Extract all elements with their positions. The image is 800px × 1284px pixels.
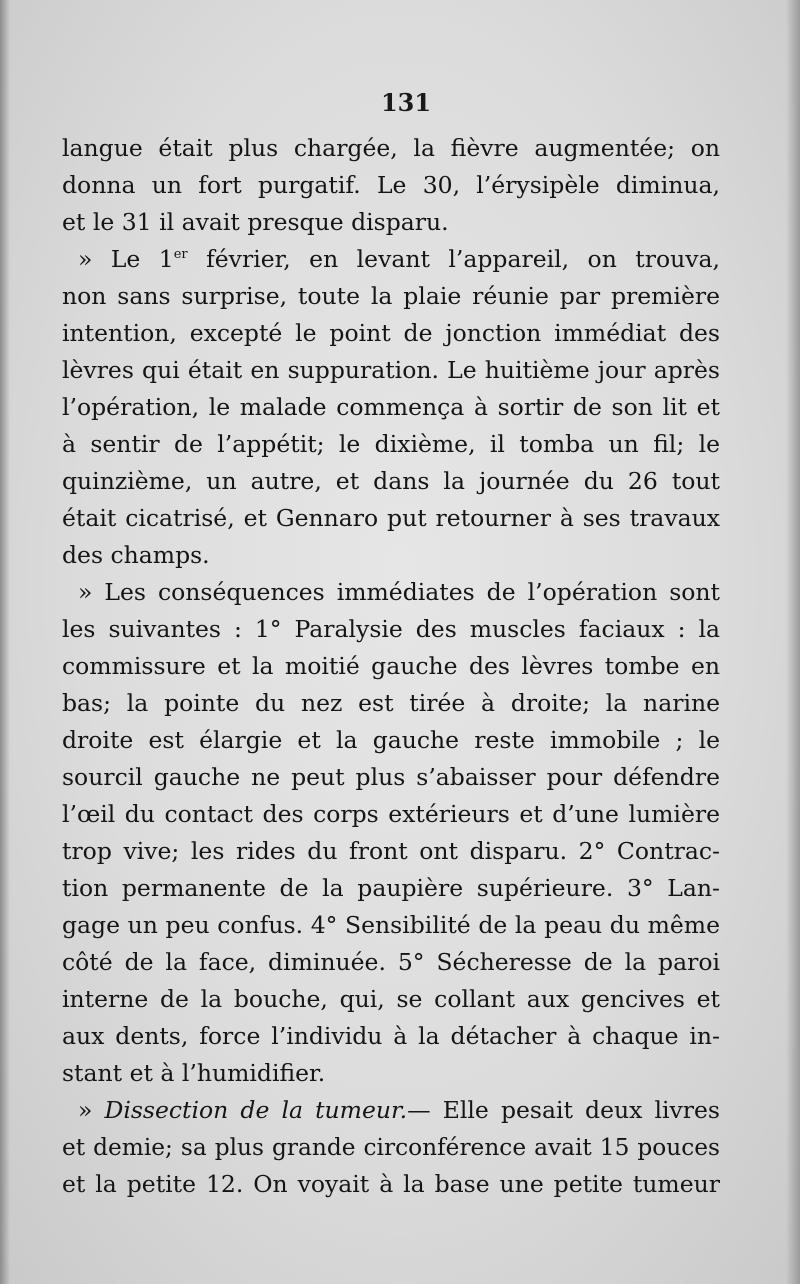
text-line: donna un fort purgatif. Le 30, l’érysipèle diminua, [62,171,720,199]
text-line: était cicatrisé, et Gennaro put retourner à ses travaux [62,504,720,532]
text-line: quinzième, un autre, et dans la journée du 26 tout [62,467,720,495]
text-fragment: » [78,1096,105,1124]
text-line: gage un peu confus. 4° Sensibilité de la peau du même [62,911,720,939]
page-right-shadow [786,0,800,1284]
text-line: intention, excepté le point de jonction immédiat des [62,319,720,347]
text-line: des champs. [62,541,210,569]
section-heading-italic: Dissection de la tumeur. [104,1096,408,1124]
text-fragment: — Elle pesait deux livres [407,1096,720,1124]
text-fragment: février, en levant l’appareil, on trouva, [187,245,720,273]
text-line: côté de la face, diminuée. 5° Sécheresse de la paroi [62,948,720,976]
page-left-shadow [0,0,10,1284]
text-line: lèvres qui était en suppuration. Le huitième jour après [62,356,720,384]
text-line: stant et à l’humidifier. [62,1059,326,1087]
text-line: et la petite 12. On voyait à la base une petite tumeur [62,1170,720,1198]
text-line: sourcil gauche ne peut plus s’abaisser pour défendre [62,763,720,791]
text-line: non sans surprise, toute la plaie réunie par première [62,282,720,310]
body-text [62,130,720,1203]
text-line: l’œil du contact des corps extérieurs et d’une lumière [62,800,720,828]
text-line: bas; la pointe du nez est tirée à droite; la narine [62,689,720,717]
text-line: commissure et la moitié gauche des lèvres tombe en [62,652,720,680]
text-line: les suivantes : 1° Paralysie des muscles faciaux : la [62,615,720,643]
text-line: langue était plus chargée, la fièvre augmentée; on [62,134,720,162]
text-line [62,1092,720,1129]
text-line: trop vive; les rides du front ont disparu. 2° Contrac- [62,837,720,865]
page-number: 131 [380,88,432,117]
text-line: tion permanente de la paupière supérieure. 3° Lan- [62,874,720,902]
text-line: à sentir de l’appétit; le dixième, il tomba un fil; le [62,430,720,458]
text-line: et le 31 il avait presque disparu. [62,208,449,236]
text-line: droite est élargie et la gauche reste immobile ; le [62,726,720,754]
superscript: er [173,247,188,263]
text-line: et demie; sa plus grande circonférence avait 15 pouces [62,1134,720,1161]
text-line: l’opération, le malade commença à sortir de son lit et [62,393,720,421]
text-fragment: » Le 1 [78,245,174,273]
text-line: » Les conséquences immédiates de l’opération sont [78,578,720,606]
text-line [62,241,720,278]
text-line: aux dents, force l’individu à la détacher à chaque in- [62,1022,720,1050]
text-line: interne de la bouche, qui, se collant aux gencives et [62,985,720,1013]
